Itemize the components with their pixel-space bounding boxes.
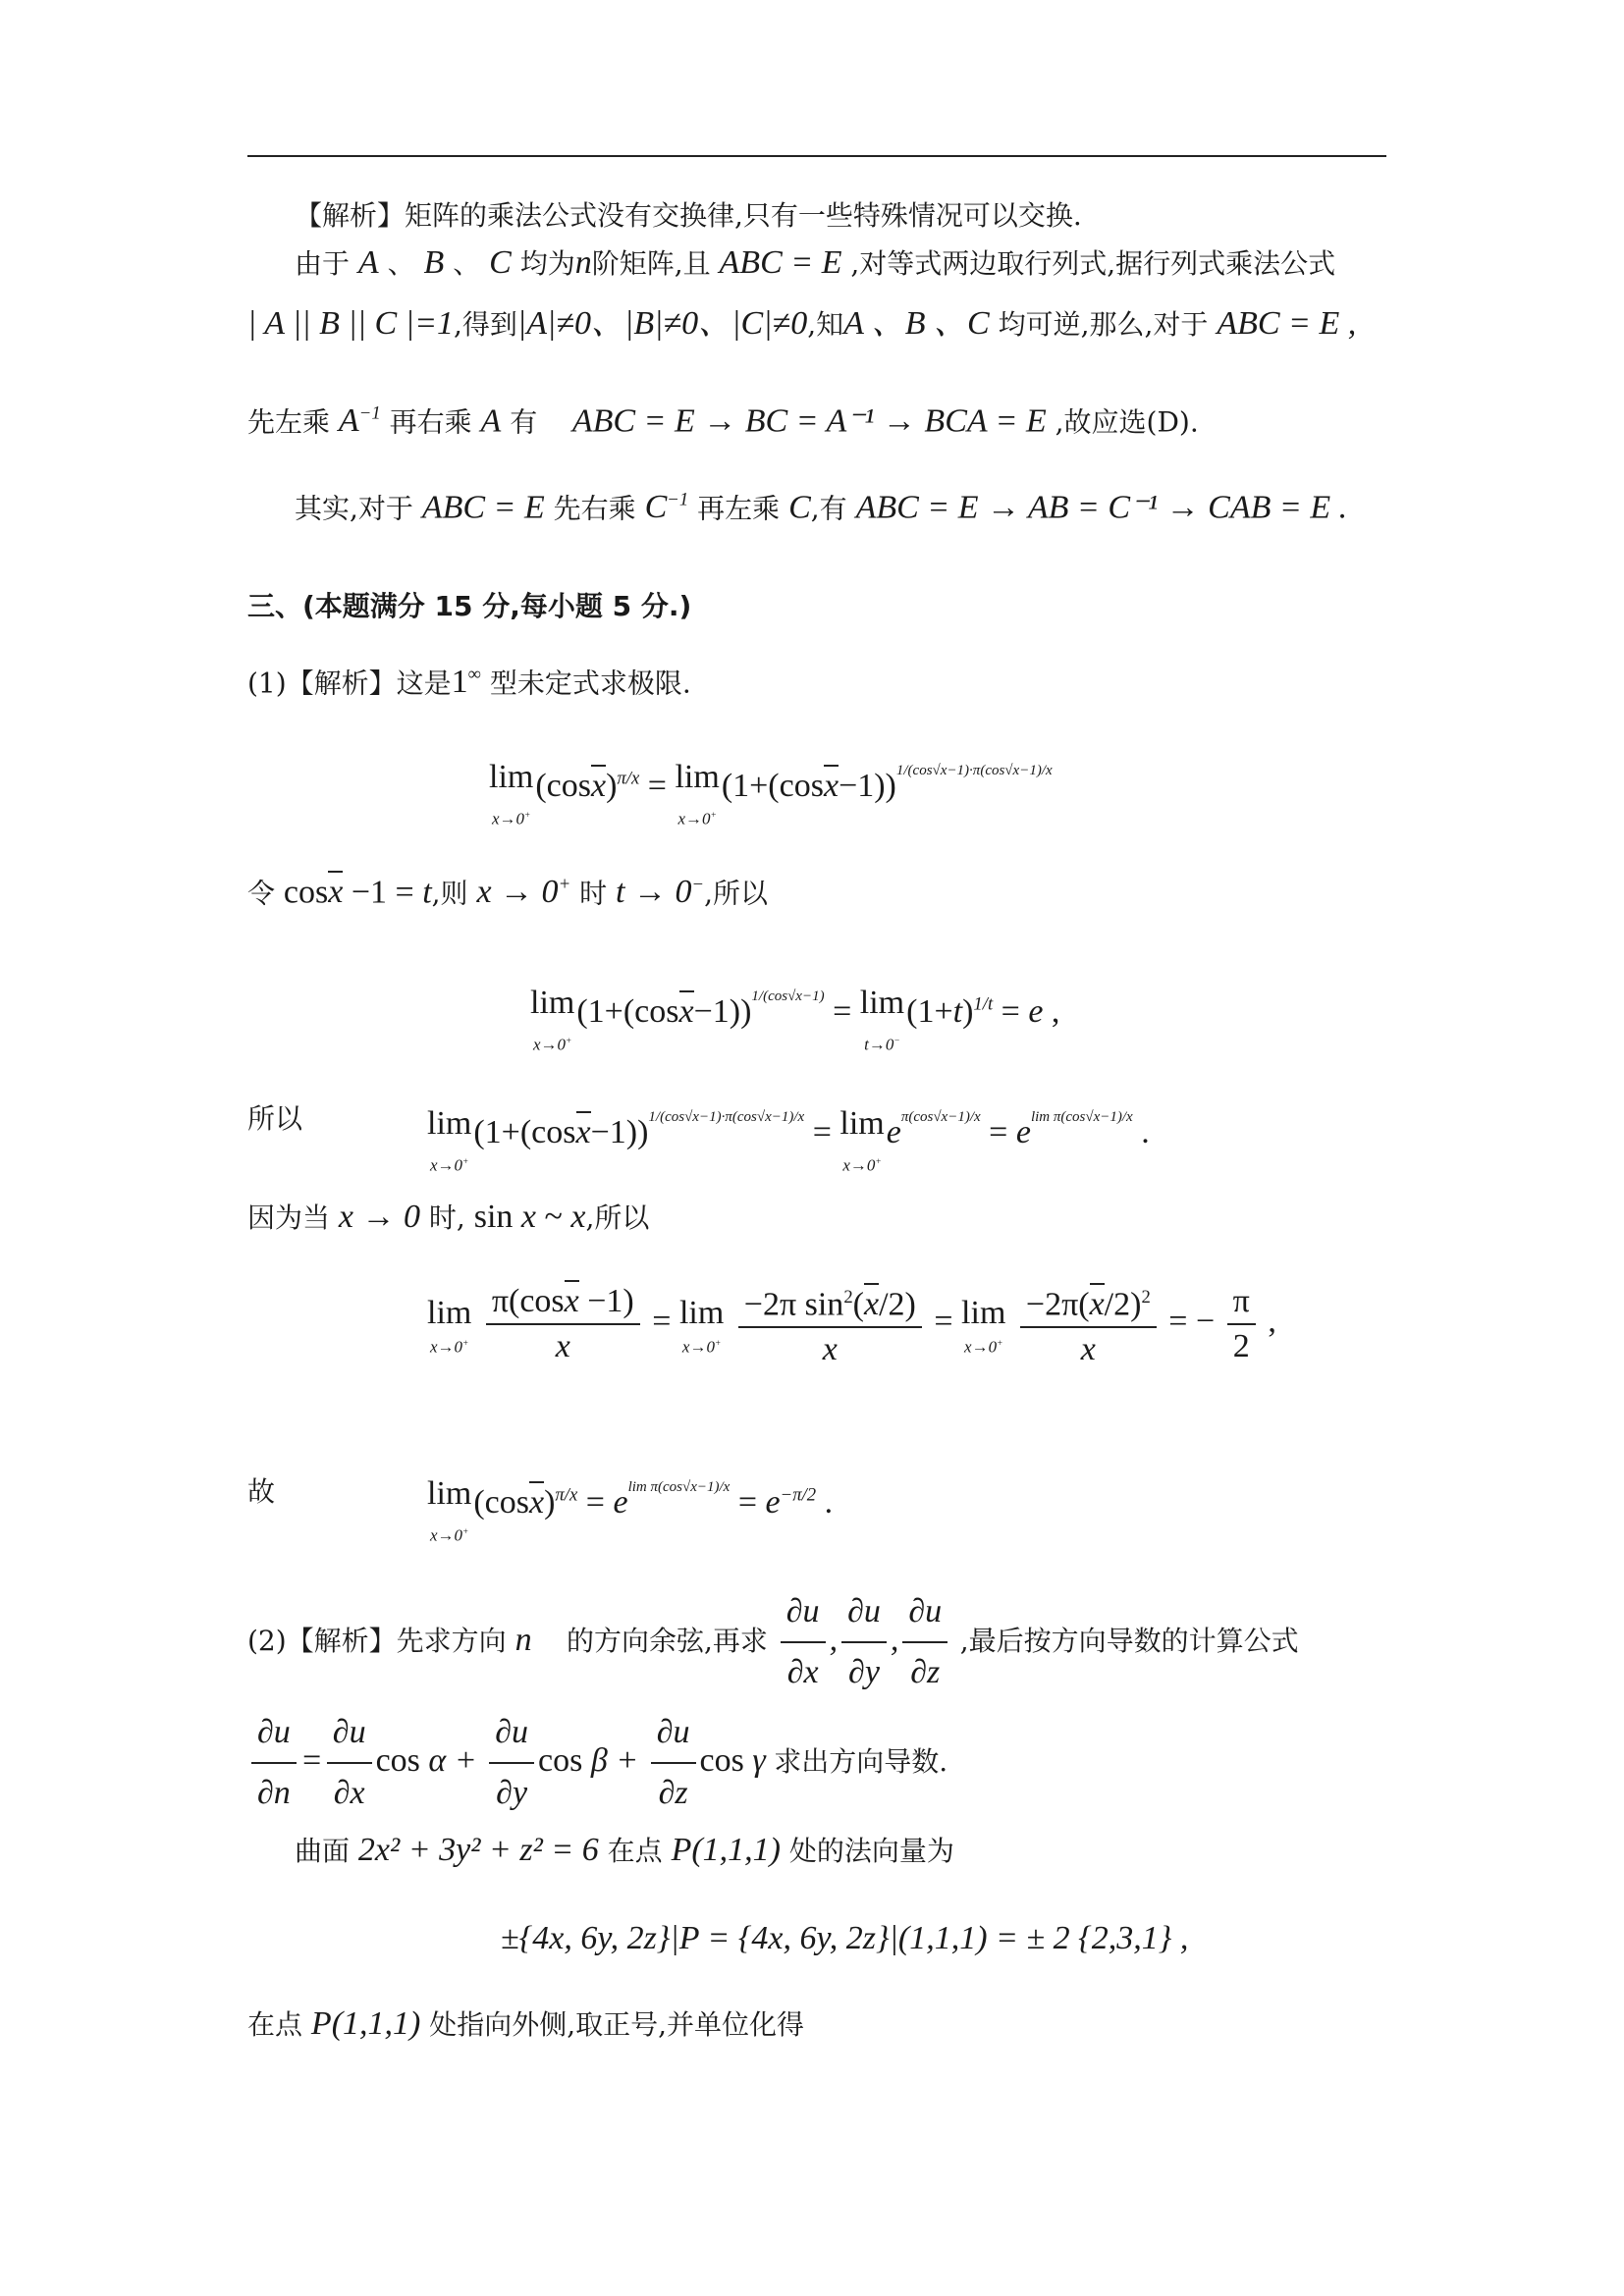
- math-a: A: [480, 402, 502, 440]
- text: 所以: [247, 1102, 303, 1135]
- math-chain: ABC = E → BC = A⁻¹ → BCA = E: [571, 402, 1047, 440]
- math-nonzero: |A|≠0、|B|≠0、|C|≠0: [516, 305, 808, 342]
- section-heading: [247, 587, 691, 626]
- q1-intro: [247, 656, 691, 703]
- text: 因为当: [247, 1201, 331, 1234]
- limit: lim x→0+: [489, 759, 534, 829]
- text: ,则: [431, 877, 468, 910]
- text: 由于: [295, 247, 351, 280]
- text: 有: [510, 405, 538, 439]
- math-a-inverse: $A^{-1}$: [338, 402, 381, 440]
- analysis-line-4: [247, 395, 1199, 442]
- analysis-line-5: [295, 481, 1347, 528]
- math-let: cosx −1 = t: [284, 871, 432, 910]
- math-a: A: [357, 244, 379, 281]
- text: ,故应选(D).: [1055, 405, 1199, 439]
- text: ,知: [807, 308, 844, 341]
- text: ,所以: [704, 877, 768, 910]
- let-line: [247, 866, 768, 913]
- analysis-line-3: [247, 304, 1356, 345]
- text: ,最后按方向导数的计算公式: [959, 1624, 1299, 1657]
- math-equiv: sin x ~ x: [473, 1199, 586, 1235]
- math-b: B: [423, 244, 445, 281]
- text: 先右乘: [553, 492, 636, 525]
- equation-1: lim x→0+ $(\cos x)^{\pi/x}$ = lim x→0+ $(1+(\cos x-1))^{1/(cos√x-1)\cdot\pi(cos√x-1)/x}$: [489, 741, 1053, 828]
- text: 处的法向量为: [788, 1835, 954, 1867]
- math-n: n: [574, 244, 592, 281]
- text: 在点: [247, 2008, 303, 2041]
- text: 型未定式求极限.: [489, 667, 691, 700]
- hence-label: [247, 1472, 275, 1512]
- text: ,有: [810, 492, 847, 525]
- section-title: 三、(本题满分 15 分,每小题 5 分.): [247, 590, 692, 622]
- text: 均为: [519, 247, 575, 280]
- text: 故: [247, 1475, 276, 1508]
- math-det: | A || B || C |=1: [247, 305, 455, 342]
- text: 曲面: [295, 1835, 351, 1867]
- text: (2)【解析】先求方向: [247, 1624, 507, 1657]
- surface-line: [295, 1831, 954, 1871]
- normal-vector-eq: [501, 1919, 1188, 1958]
- text: ,对等式两边取行列式,据行列式乘法公式: [850, 247, 1336, 280]
- math-eq: ABC = E: [719, 244, 842, 281]
- text: 时: [579, 877, 608, 910]
- text: 先左乘: [247, 405, 331, 439]
- text: 其实,对于: [295, 492, 413, 525]
- because-line: [247, 1198, 649, 1238]
- text: 处指向外侧,取正号,并单位化得: [429, 2008, 805, 2041]
- math-one-inf: 1∞: [451, 664, 481, 701]
- math-abc: A 、B 、C: [843, 305, 990, 342]
- so-label: [247, 1099, 302, 1139]
- header-rule: [247, 155, 1386, 157]
- math-x-to-zero: x → 0: [338, 1199, 421, 1235]
- math-eq: ABC = E: [421, 489, 545, 526]
- text: 阶矩阵,且: [591, 247, 711, 280]
- math-normal: ±{4x, 6y, 2z}|P = {4x, 6y, 2z}|(1,1,1) = ± 2 {2,3,1} ,: [501, 1920, 1189, 1956]
- text: (1)【解析】这是: [247, 667, 452, 700]
- math-surface: 2x² + 3y² + z² = 6: [357, 1832, 599, 1868]
- analysis-line-2: 由于 A 、 B 、 C 均为n阶矩阵,且 ABC = E ,对等式两边取行列式,据行列式乘法公式: [295, 244, 1336, 281]
- equation-5: lim x→0+ $(\cos x)^{\pi/x} = e^{lim \pi(cos√x-1)/x} = e^{-\pi/2}$ .: [427, 1475, 834, 1546]
- text: 在点: [607, 1835, 663, 1867]
- text: 求出方向导数.: [774, 1744, 948, 1778]
- math-partials: $\frac{\partial u}{\partial x}$ , $\frac{\partial u}{\partial y}$ , $\frac{\partial u}{\partial z}$: [777, 1622, 960, 1658]
- last-line: [247, 2004, 804, 2045]
- q2-formula: [247, 1703, 947, 1823]
- math-chain: ABC = E → AB = C⁻¹ → CAB = E .: [855, 489, 1348, 526]
- math-c-inverse: $C^{-1}$: [644, 489, 689, 526]
- limit: lim x→0+: [675, 759, 720, 829]
- text: 再左乘: [697, 492, 781, 525]
- math-directional-derivative: $\frac{\partial u}{\partial n}$ = $\frac{\partial u}{\partial x}$ cos α + $\frac{\partial u}{\partial y}$ cos β + $\frac{\partial u}{\partial z}$ cos γ: [247, 1742, 774, 1779]
- equation-2: lim x→0+ $(1+(\cos x-1))^{1/(cos√x-1)}$ = lim t→0− $(1+t)^{1/t} = e$ ,: [530, 985, 1060, 1055]
- analysis-line-1: [295, 196, 1082, 236]
- text: 再右乘: [389, 405, 472, 439]
- q2-intro: [247, 1582, 1299, 1702]
- text: 令: [247, 877, 276, 910]
- math-c: C: [788, 489, 811, 526]
- math-t-to: t → 0−: [616, 874, 705, 911]
- text: 均可逆,那么,对于: [998, 308, 1209, 341]
- equation-3: lim x→0+ $(1+(\cos x-1))^{1/(cos√x-1)\cdot\pi(cos√x-1)/x}$ = lim x→0+ $e^{\pi(cos√x-1)/x} = e^{lim \pi(cos√x-1)/x}$ .: [427, 1105, 1150, 1176]
- math-point: P(1,1,1): [671, 1832, 781, 1868]
- math-eq: ABC = E ,: [1217, 305, 1357, 342]
- equation-4: lim x→0+ $\frac{\pi(\cos x -1)}{x}$ = lim x→0+ $\frac{-2\pi \sin^2(x/2)}{x}$ = lim x→0+ $\frac{-2\pi(x/2)^2}{x}$ = − $\frac{\pi}{2}$ ,: [427, 1276, 1276, 1371]
- analysis-text: 【解析】矩阵的乘法公式没有交换律,只有一些特殊情况可以交换.: [295, 199, 1082, 232]
- math-x-to: x → 0+: [476, 874, 571, 911]
- math-vector-n: n⃗: [514, 1621, 559, 1658]
- text: ,得到: [454, 308, 517, 341]
- math-point: P(1,1,1): [310, 2005, 421, 2042]
- text: ,所以: [585, 1201, 650, 1234]
- math-c: C: [489, 244, 512, 281]
- text: 的方向余弦,再求: [566, 1624, 768, 1657]
- text: 时,: [428, 1201, 465, 1234]
